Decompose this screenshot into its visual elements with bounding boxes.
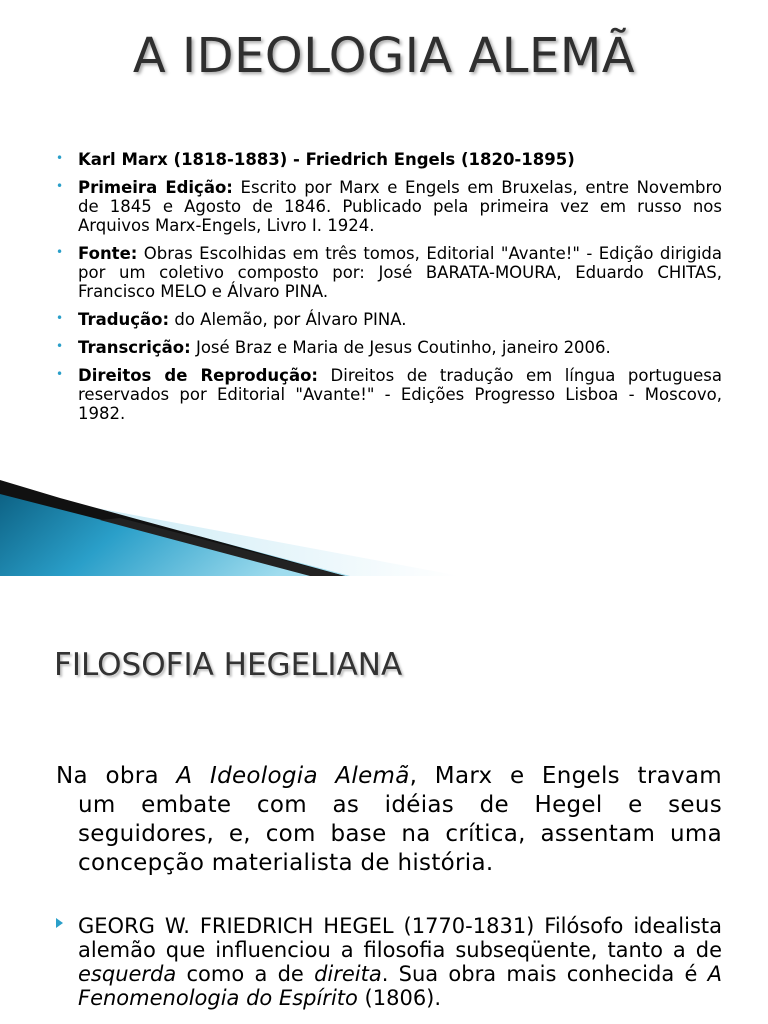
para-line: seguidores, e, com base na crítica, assentam uma (78, 821, 722, 847)
list-item (56, 366, 722, 423)
bullet-label: Karl Marx (1818-1883) - Friedrich Engels (1820-1895) (78, 150, 575, 169)
bullet-label: Transcrição: (78, 338, 191, 357)
bullet-label: Fonte: (78, 244, 138, 263)
book-title: A Ideologia Alemã (176, 763, 410, 789)
list-item (56, 338, 722, 357)
list-item (56, 244, 722, 301)
bullet-label: Tradução: (78, 310, 170, 329)
hegel-text: GEORG W. FRIEDRICH HEGEL (1770-1831) Filósofo idealista alemão que influenciou a filosofia subseqüente, tanto a de esquerda como a de direita. Sua obra mais conhecida é A Fenomenologia do Espírito (1806). (78, 914, 722, 1010)
bullet-icon: • (56, 339, 64, 353)
bullet-text: Escrito por Marx e Engels em Bruxelas, entre Novembro de 1845 e Agosto de 1846. Publicado pela primeira vez em russo nos Arquivos Marx-Engels, Livro I. 1924. (78, 178, 723, 235)
intro-paragraph (56, 762, 722, 878)
bullet-text: do Alemão, por Álvaro PINA. (169, 310, 407, 329)
list-item (56, 178, 722, 235)
list-item (56, 310, 722, 329)
bullet-icon: • (56, 179, 64, 193)
para-text: , Marx e Engels travam (409, 763, 722, 789)
bullet-icon: • (56, 151, 64, 165)
list-item (56, 150, 722, 169)
slide-2 (0, 576, 768, 1024)
bullet-text: Obras Escolhidas em três tomos, Editorial "Avante!" - Edição dirigida por um coletivo composto por: José BARATA-MOURA, Eduardo CHITAS, Francisco MELO e Álvaro PINA. (78, 244, 722, 301)
slide-title: FILOSOFIA HEGELIANA (54, 647, 403, 683)
bullet-label: Direitos de Reprodução: (78, 366, 319, 385)
para-line: concepção materialista de história. (78, 850, 494, 876)
arrow-bullet-icon (56, 918, 63, 928)
slide-title: A IDEOLOGIA ALEMÃ (132, 28, 636, 84)
decorative-swoosh (0, 480, 768, 576)
hegel-bullet (56, 914, 722, 1010)
bullet-text: José Braz e Maria de Jesus Coutinho, janeiro 2006. (190, 338, 611, 357)
bullet-text: Direitos de tradução em língua portuguesa reservados por Editorial "Avante!" - Edições Progresso Lisboa - Moscovo, 1982. (78, 366, 722, 423)
bullet-label: Primeira Edição: (78, 178, 233, 197)
para-text: Na obra (56, 763, 177, 789)
bullet-icon: • (56, 311, 64, 325)
bullet-icon: • (56, 367, 64, 381)
bullet-icon: • (56, 245, 64, 259)
bullet-list (56, 150, 722, 432)
para-line: um embate com as idéias de Hegel e seus (78, 792, 722, 818)
